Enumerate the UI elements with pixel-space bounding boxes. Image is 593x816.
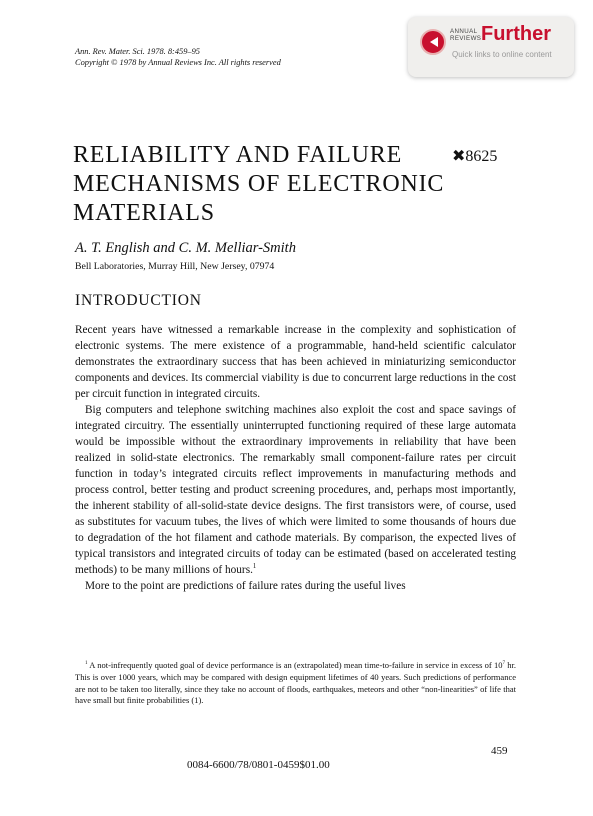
journal-citation [75,46,281,68]
further-label: Further [481,23,551,45]
play-left-icon [420,29,446,55]
paragraph [75,402,516,578]
article-identifier: 0084-6600/78/0801-0459$01.00 [187,759,330,771]
article-title: RELIABILITY AND FAILURE MECHANISMS OF ELECTRONIC MATERIALS [73,142,445,226]
section-heading: INTRODUCTION [75,292,202,309]
annual-reviews-logo-text: ANNUAL REVIEWS [450,28,482,42]
footnote-mark: 1 [85,660,88,667]
annual-reviews-further-badge[interactable] [408,17,574,77]
article-body [75,322,516,594]
paragraph: Recent years have witnessed a remarkable increase in the complexity and sophistication of electronic systems. The mere existence of a programmable, hand-held scientific calculator demonstrates the extraordinary success that has been achieved in miniaturizing semiconductor components and devices. Its commercial viability is due to concurrent large reductions in the cost per circuit function in integrated circuits. [75,324,516,400]
paragraph: More to the point are predictions of failure rates during the useful lives [85,580,406,592]
article-code: ✖8625 [452,148,498,165]
exponent: 7 [502,660,506,667]
authors: A. T. English and C. M. Melliar-Smith [75,240,296,256]
quick-links-tagline: Quick links to online content [452,50,552,59]
footnote-reference[interactable]: 1 [252,563,257,571]
affiliation: Bell Laboratories, Murray Hill, New Jersey, 07974 [75,261,275,272]
footnote [75,660,516,707]
journal-citation-line: Ann. Rev. Mater. Sci. 1978. 8:459–95 [75,47,200,56]
page-number: 459 [491,745,508,757]
paragraph-text: Big computers and telephone switching machines also exploit the cost and space savings of integrated circuitry. The essentially uninterrupted functioning required of these large automata would be impossible without the extraordinary improvements in reliability that have been realized in solid-state electronics. The remarkably small component-failure rates per circuit function in today’s integrated circuits reflect improvements in manufacturing methods and process control, better testing and product screening procedures, and, perhaps most importantly, the inherent stability of all-solid-state device designs. The first transistors were, of course, used as substitutes for vacuum tubes, the lives of which were limited to some thousands of hours due to degradation of the hot filament and cathode materials. By comparison, the expected lives of typical transistors and integrated circuits of today can be estimated (based on accelerated testing methods) to be many millions of hours. [75,404,516,576]
copyright-line: Copyright © 1978 by Annual Reviews Inc. All rights reserved [75,58,281,67]
footnote-text: A not-infrequently quoted goal of device performance is an (extrapolated) mean time-to-failure in service in excess of 10 [87,660,503,670]
footnote-text: hr. This is over 1000 years, which may be compared with design equipment lifetimes of 40 years. Such predictions of performance are not to be taken too literally, since they take no account of floods, earthquakes, meteors and other “non-linearities” of life that have small but finite probabilities (1). [75,660,516,706]
